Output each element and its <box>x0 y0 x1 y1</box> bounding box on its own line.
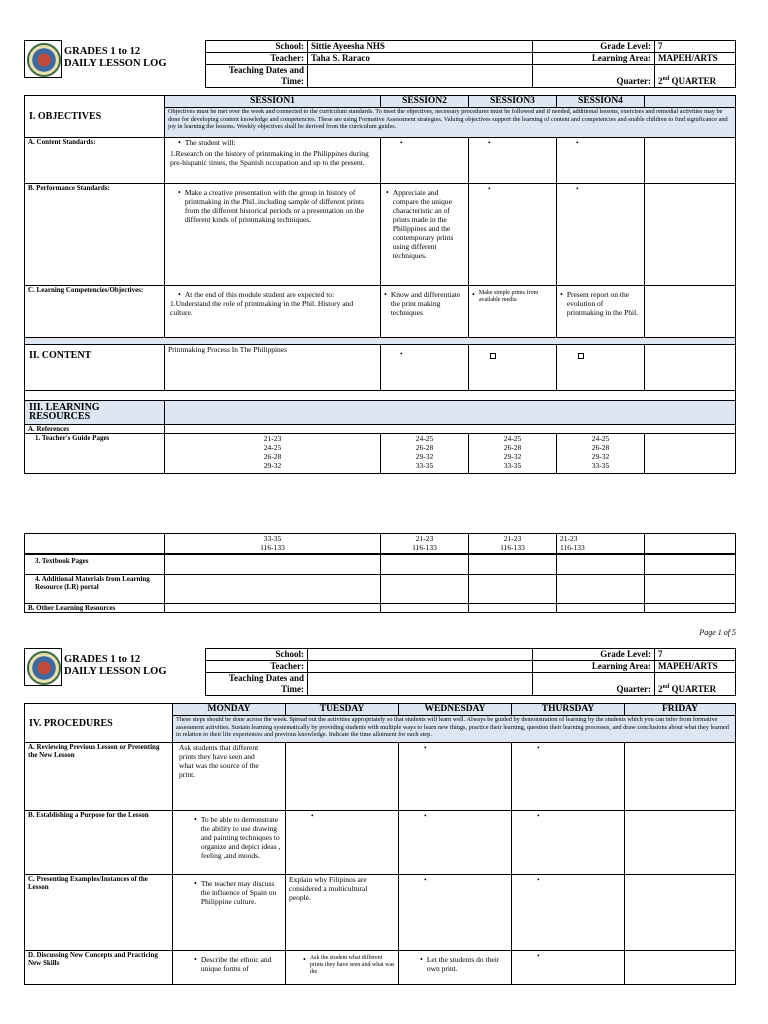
competencies-s2: • Know and differentiate the print making techniques <box>381 286 469 338</box>
quarter-value: 2nd QUARTER <box>655 65 736 88</box>
lm-label <box>25 554 165 555</box>
tg-cont-s2: 21-23 116-133 <box>381 534 469 554</box>
content-standards-s2: • <box>381 138 469 184</box>
proc-b-tue: • <box>286 811 399 875</box>
tg-cont-s3: 21-23 116-133 <box>469 534 557 554</box>
tg-s1: 21-23 24-25 26-28 29-32 <box>165 434 381 474</box>
content-standards-s1 <box>165 138 381 184</box>
content-s1: Printmaking Process In The Philippines <box>165 345 381 391</box>
proc-d-mon: • Describe the ethnic and unique forms of <box>173 951 286 985</box>
content-s3 <box>469 345 557 391</box>
school-value: Sittie Ayeesha NHS <box>308 41 533 53</box>
title-line2: DAILY LESSON LOG <box>64 58 167 69</box>
proc-b-mon: • To be able to demonstrate the ability to use drawing and painting techniques to organize and depict ideas , feeling ,and moods. <box>173 811 286 875</box>
teacher-value: Taha S. Raraco <box>308 53 533 65</box>
day-monday: MONDAY <box>173 704 286 716</box>
competencies-label: C. Learning Competencies/Objectives: <box>25 286 165 338</box>
header-title-2: GRADES 1 to 12 DAILY LESSON LOG <box>64 654 167 677</box>
teacher-value-2 <box>308 661 533 673</box>
tg-cont-s1: 33-35 116-133 <box>165 534 381 554</box>
separator-row <box>25 338 736 345</box>
tg-s2: 24-25 26-28 29-32 33-35 <box>381 434 469 474</box>
procedures-note: These steps should be done across the week. Spread out the activities appropriately so that students will learn well. Always be guided by demonstration of learning by the students which you can infer from formative assessment activities. Sustain learning systematically by providing students with multiple ways to learn new things, practice their learning, question their learning processes, and draw conclusions about what they learned in relation to their life experiences and previous knowledge. Indicate the time allotment for each step. <box>173 716 736 743</box>
proc-d-label: D. Discussing New Concepts and Practicing New Skills <box>25 951 173 985</box>
competencies-s4: • Present report on the evolution of printmaking in the Phil. <box>557 286 645 338</box>
header-info-table <box>205 40 736 88</box>
content-standards-label: A. Content Standards: <box>25 138 165 184</box>
proc-c-thu: • <box>512 875 625 951</box>
proc-c-tue: Explain why Filipinos are considered a multicultural people. <box>286 875 399 951</box>
placeholder-box-icon <box>578 353 584 359</box>
proc-c-label: C. Presenting Examples/Instances of the Lesson <box>25 875 173 951</box>
proc-b-label: B. Establishing a Purpose for the Lesson <box>25 811 173 875</box>
proc-d-tue: • Ask the student what different prints they have seen and what was the <box>286 951 399 985</box>
proc-d-thu: • <box>512 951 625 985</box>
objectives-heading: I. OBJECTIVES <box>25 96 165 138</box>
session5-header <box>645 96 736 108</box>
performance-s2: • Appreciate and compare the unique characteristic an of prints made in the Philippines and the contemporary prints using different techniques. <box>381 184 469 286</box>
proc-a-thu: • <box>512 743 625 811</box>
school-value-2 <box>308 649 533 661</box>
proc-a-label: A. Reviewing Previous Lesson or Presenting the New Lesson <box>25 743 173 811</box>
dates-value <box>308 65 533 88</box>
teacher-label: Teacher: <box>206 53 308 65</box>
performance-label: B. Performance Standards: <box>25 184 165 286</box>
resources-heading: III. LEARNING RESOURCES <box>25 401 165 425</box>
proc-b-thu: • <box>512 811 625 875</box>
header-title <box>64 46 167 70</box>
page-number: Page 1 of 5 <box>699 628 736 637</box>
quarter-label: Quarter: <box>533 65 655 88</box>
proc-c-mon: • The teacher may discuss the influence of Spain on Philippine culture. <box>173 875 286 951</box>
objectives-note: Objectives must be met over the week and connected to the curriculum standards. To meet the objectives, necessary procedures must be followed and if needed, additional lessons, exercises and remedial activities may be done for developing content knowledge and competencies. These are using Formative Assessment strategies. Valuing objectives support the learning of content and competencies and enable children to find significance and joy in learning the lessons. Weekly objectives shall be derived from the curriculum guides. <box>165 108 736 138</box>
session3-header: SESSION3 <box>469 96 557 108</box>
proc-b-wed: • <box>399 811 512 875</box>
tg-label: 1. Teacher's Guide Pages <box>25 434 165 474</box>
day-thursday: THURSDAY <box>512 704 625 716</box>
placeholder-box-icon <box>490 353 496 359</box>
tg-s3: 24-25 26-28 29-32 33-35 <box>469 434 557 474</box>
proc-d-wed: • Let the students do their own print. <box>399 951 512 985</box>
title-line1: GRADES 1 to 12 <box>64 46 141 57</box>
tg-s4: 24-25 26-28 29-32 33-35 <box>557 434 645 474</box>
dates-label: Teaching Dates and Time: <box>206 65 308 88</box>
resources-continued-table <box>24 533 736 613</box>
proc-a-mon: Ask students that different prints they have seen and what was the source of the print. <box>173 743 286 811</box>
performance-s3: • <box>469 184 557 286</box>
session1-header: SESSION1 <box>165 96 381 108</box>
content-standards-bullet: • The student will: <box>178 138 236 147</box>
deped-seal-icon <box>27 43 61 77</box>
header-info-table-2: School: Grade Level: 7 Teacher: Learning Area: MAPEH/ARTS Teaching Dates and Time: Quarter: 2nd QUARTER <box>205 648 736 696</box>
procedures-heading: IV. PROCEDURES <box>25 704 173 743</box>
area-value: MAPEH/ARTS <box>655 53 736 65</box>
textbook-label: 3. Textbook Pages <box>25 555 165 575</box>
proc-c-wed: • <box>399 875 512 951</box>
references-label: A. References <box>25 425 165 434</box>
grade-label: Grade Level: <box>533 41 655 53</box>
proc-a-wed: • <box>399 743 512 811</box>
tg-cont-s4: 21-23 116-133 <box>557 534 645 554</box>
content-standards-item: 1.Research on the history of printmaking in the Philippines during pre-hispanic times, the Spanish occupation and up to the present. <box>170 149 369 167</box>
procedures-table <box>24 703 736 985</box>
session4-header: SESSION4 <box>557 96 645 108</box>
grade-value: 7 <box>655 41 736 53</box>
day-tuesday: TUESDAY <box>286 704 399 716</box>
day-wednesday: WEDNESDAY <box>399 704 512 716</box>
session2-header: SESSION2 <box>381 96 469 108</box>
objectives-table <box>24 95 736 474</box>
content-s4 <box>557 345 645 391</box>
content-standards-s3: • <box>469 138 557 184</box>
deped-seal-icon <box>27 651 61 685</box>
school-label: School: <box>206 41 308 53</box>
area-label: Learning Area: <box>533 53 655 65</box>
content-heading: II. CONTENT <box>25 345 165 391</box>
quarter-sup: nd <box>662 76 670 82</box>
competencies-s3: • Make simple prints from available media <box>469 286 557 338</box>
performance-s1: • Make a creative presentation with the group in history of printmaking in the Phil..including sample of different prints from the different historical periods or a presentation on the different kinds of printmaking techniques. <box>165 184 381 286</box>
competencies-s1: • At the end of this module student are expected to: 1.Understand the role of printmaking in the Phil. History and culture. <box>165 286 381 338</box>
performance-s4: • <box>557 184 645 286</box>
content-s2: • <box>381 345 469 391</box>
day-friday: FRIDAY <box>625 704 736 716</box>
content-standards-s4: • <box>557 138 645 184</box>
additional-label: 4. Additional Materials from Learning Resource (LR) portal <box>25 575 165 604</box>
other-resources-label: B. Other Learning Resources <box>25 604 165 613</box>
